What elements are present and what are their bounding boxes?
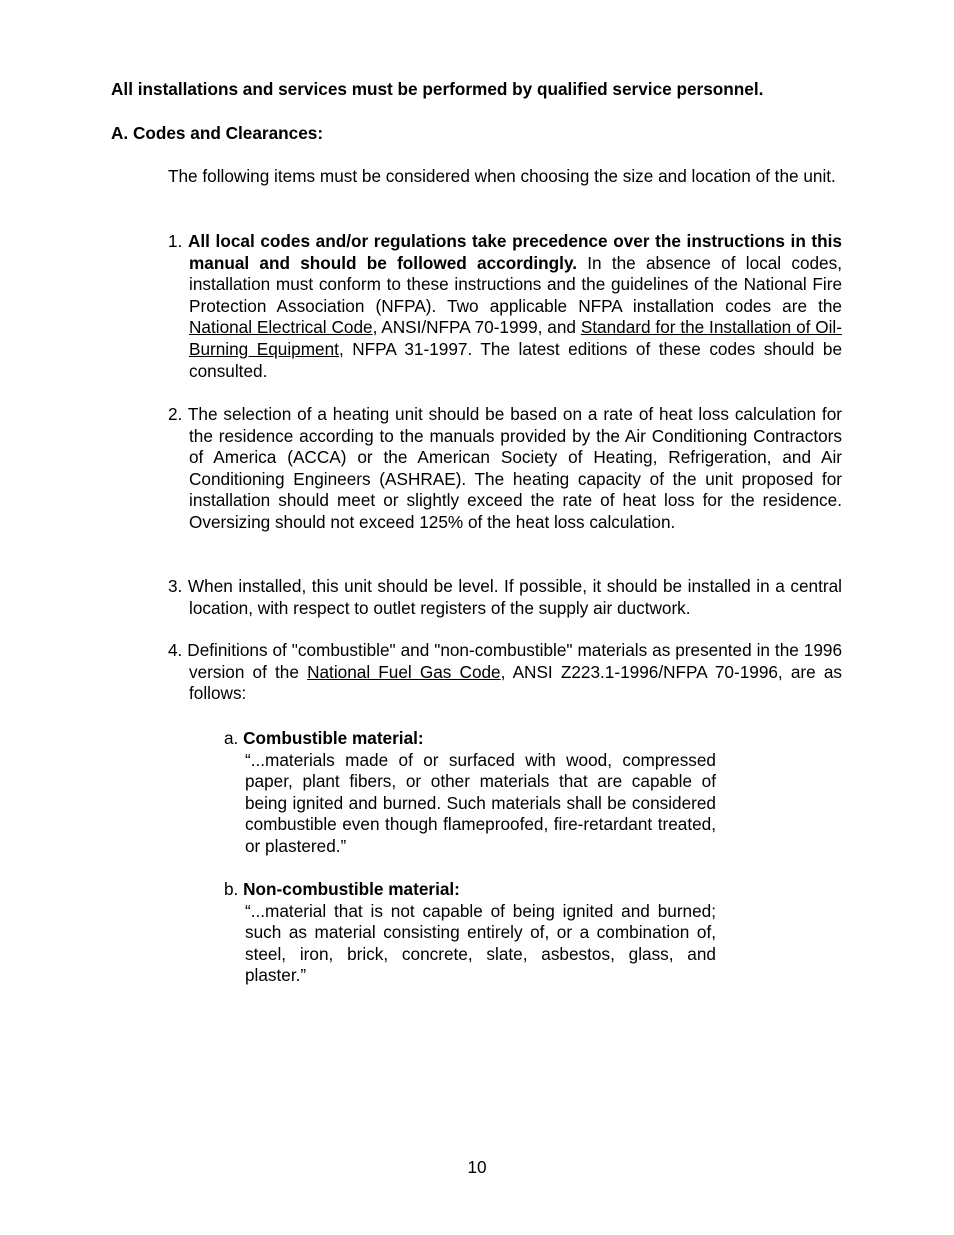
item-bold-lead: All local codes and/or regulations take precedence over the instructions in this manual and should be followed accordingly.: [187, 231, 842, 273]
reference-national-electrical-code: National Electrical Code: [189, 317, 373, 338]
list-item-2: [168, 404, 842, 534]
item-text: , ANSI Z223.1-1996/NFPA 70-1996, are as follows:: [189, 661, 842, 704]
subitem-title: Combustible material:: [243, 728, 424, 748]
subitem-definition: “...materials made of or surfaced with wood, compressed paper, plant fibers, or other materials that are capable of being ignited and burned. Such materials shall be considered combustible even though flameproofed, fire-retardant treated, or plastered.”: [245, 749, 716, 856]
subitem-letter: b.: [224, 879, 239, 899]
section-title: A. Codes and Clearances:: [111, 123, 324, 143]
subitem-non-combustible: [224, 879, 716, 987]
list-item-4: [168, 640, 842, 705]
intro-paragraph: The following items must be considered when choosing the size and location of the unit.: [168, 166, 836, 186]
item-text: When installed, this unit should be level. If possible, it should be installed in a central location, with respect to outlet registers of the supply air ductwork.: [182, 576, 842, 618]
subitem-definition: “...material that is not capable of being ignited and burned; such as material consisting entirely of, or a combination of, steel, iron, brick, concrete, slate, asbestos, glass, and plaster.”: [245, 900, 716, 986]
item-text: , NFPA 31-1997. The latest editions of these codes should be consulted.: [189, 338, 842, 381]
list-item-1: [168, 231, 842, 382]
item-text: The selection of a heating unit should be based on a rate of heat loss calculation for the residence according to the manuals provided by the Air Conditioning Contractors of America (ACCA) or the American Society of Heating, Refrigeration, and Air Conditioning Engineers (ASHRAE). The heating capacity of the unit proposed for installation should meet or slightly exceed the rate of heat loss for the residence. Oversizing should not exceed 125% of the heat loss calculation.: [182, 404, 842, 532]
list-item-3: [168, 576, 842, 619]
subitem-title: Non-combustible material:: [243, 879, 460, 899]
reference-national-fuel-gas-code: National Fuel Gas Code: [307, 661, 501, 682]
item-number: 3.: [168, 576, 183, 596]
subitem-heading: [224, 728, 716, 750]
item-text: , ANSI/NFPA 70-1999, and: [372, 317, 581, 338]
item-number: 4.: [168, 640, 183, 660]
subitem-letter: a.: [224, 728, 239, 748]
page-number: 10: [467, 1157, 487, 1177]
item-text: In the absence of local codes, installation must conform to these instructions and the guidelines of the National Fire Protection Association (NFPA). Two applicable NFPA installation codes are the: [189, 252, 842, 316]
safety-notice: All installations and services must be performed by qualified service personnel.: [111, 79, 764, 99]
item-number: 2.: [168, 404, 183, 424]
item-number: 1.: [168, 231, 183, 251]
subitem-combustible: [224, 728, 716, 858]
subitem-heading: [224, 879, 716, 901]
item-text: Definitions of "combustible" and "non-combustible" materials as presented in the 1996 version of the: [182, 640, 842, 682]
reference-oil-burning-standard: Standard for the Installation of Oil-Burning Equipment: [189, 317, 842, 359]
